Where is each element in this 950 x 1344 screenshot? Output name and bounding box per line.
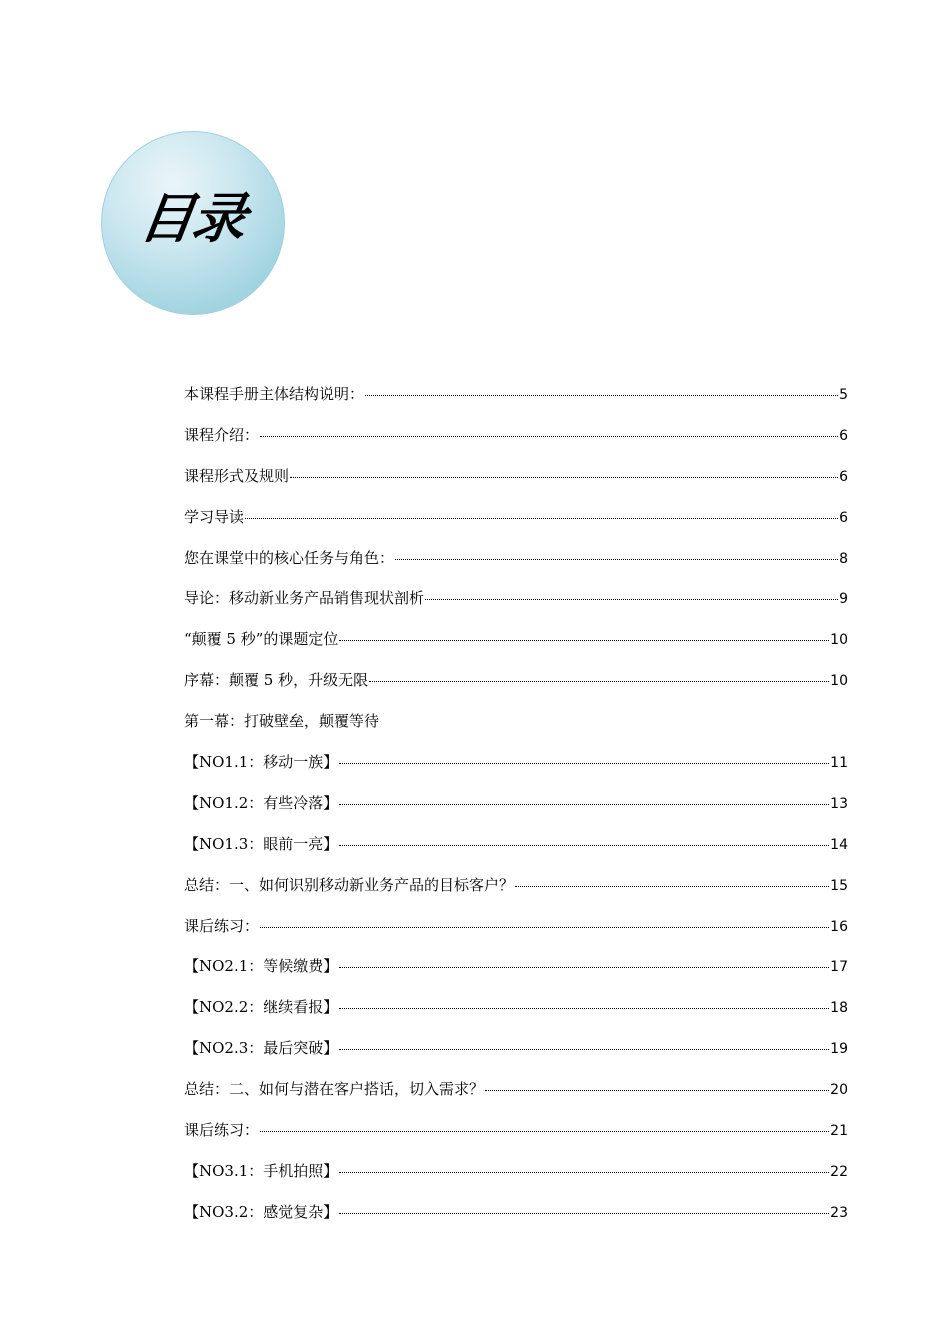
toc-entry-page-number: 5: [839, 387, 848, 403]
toc-entry[interactable]: [184, 1201, 848, 1242]
toc-dot-leader: [339, 1172, 829, 1173]
toc-entry[interactable]: [184, 955, 848, 996]
toc-entry-page-number: 13: [830, 795, 848, 812]
toc-entry-page-number: 16: [830, 918, 848, 935]
toc-dot-leader: [339, 1049, 829, 1050]
toc-entry[interactable]: [184, 915, 848, 956]
toc-entry-label: “颠覆 5 秒”的课题定位: [184, 630, 339, 649]
toc-entry[interactable]: [184, 996, 848, 1037]
toc-entry-page-number: 11: [830, 755, 848, 772]
toc-entry-label: 序幕：颠覆 5 秒，升级无限: [184, 671, 369, 690]
toc-entry-page-number: 18: [830, 1000, 848, 1017]
toc-entry-label: 【NO3.2：感觉复杂】: [184, 1202, 339, 1221]
toc-entry-label: 课后练习：: [184, 1121, 260, 1140]
table-of-contents: [184, 383, 848, 1242]
toc-entry-page-number: 6: [839, 509, 848, 526]
toc-dot-leader: [339, 845, 829, 846]
toc-entry[interactable]: [184, 506, 848, 547]
toc-dot-leader: [339, 967, 829, 968]
toc-dot-leader: [365, 395, 838, 396]
toc-entry[interactable]: [184, 383, 848, 424]
toc-entry[interactable]: [184, 751, 848, 792]
toc-dot-leader: [339, 763, 829, 764]
toc-entry[interactable]: [184, 669, 848, 710]
toc-entry-page-number: 21: [830, 1123, 848, 1140]
toc-dot-leader: [260, 436, 838, 437]
toc-entry[interactable]: [184, 628, 848, 669]
toc-entry-page-number: 9: [839, 591, 848, 608]
toc-dot-leader: [339, 640, 829, 641]
toc-entry[interactable]: [184, 1037, 848, 1078]
toc-dot-leader: [395, 559, 838, 560]
toc-entry-page-number: 14: [830, 836, 848, 853]
toc-entry-label: 课后练习：: [184, 916, 260, 935]
toc-entry-page-number: 20: [830, 1082, 848, 1099]
toc-dot-leader: [260, 927, 829, 928]
toc-entry[interactable]: [184, 710, 848, 751]
toc-entry-label: 课程形式及规则: [184, 466, 290, 485]
toc-entry[interactable]: [184, 424, 848, 465]
toc-entry-label: 总结：一、如何识别移动新业务产品的目标客户？: [184, 875, 515, 894]
toc-entry-page-number: 8: [839, 550, 848, 567]
toc-dot-leader: [485, 1090, 829, 1091]
toc-entry-label: 课程介绍：: [184, 425, 260, 444]
toc-dot-leader: [369, 681, 829, 682]
toc-dot-leader: [339, 804, 829, 805]
toc-entry[interactable]: [184, 874, 848, 915]
toc-entry[interactable]: [184, 792, 848, 833]
toc-dot-leader: [245, 518, 838, 519]
toc-entry-page-number: 22: [830, 1163, 848, 1180]
toc-entry-page-number: 10: [830, 673, 848, 690]
toc-dot-leader: [515, 886, 829, 887]
toc-entry-label: 【NO1.3：眼前一亮】: [184, 834, 339, 853]
toc-entry[interactable]: [184, 1078, 848, 1119]
toc-dot-leader: [290, 477, 838, 478]
toc-entry-label: 第一幕：打破壁垒，颠覆等待: [184, 712, 380, 731]
toc-entry-label: 学习导读: [184, 507, 245, 526]
toc-entry[interactable]: [184, 1119, 848, 1160]
toc-entry[interactable]: [184, 833, 848, 874]
toc-entry-page-number: 19: [830, 1041, 848, 1058]
toc-entry-page-number: 15: [830, 877, 848, 894]
toc-entry-label: 【NO3.1：手机拍照】: [184, 1161, 339, 1180]
toc-dot-leader: [425, 599, 838, 600]
toc-entry[interactable]: [184, 587, 848, 628]
toc-entry-label: 导论：移动新业务产品销售现状剖析: [184, 589, 425, 608]
toc-dot-leader: [339, 1008, 829, 1009]
toc-entry-label: 【NO2.1：等候缴费】: [184, 957, 339, 976]
toc-entry-label: 本课程手册主体结构说明：: [184, 385, 365, 403]
toc-dot-leader: [339, 1213, 829, 1214]
toc-entry-label: 【NO1.2：有些冷落】: [184, 793, 339, 812]
toc-entry-label: 您在课堂中的核心任务与角色：: [184, 548, 395, 567]
toc-entry-label: 总结：二、如何与潜在客户搭话，切入需求？: [184, 1080, 485, 1099]
page-title: 目录: [135, 187, 249, 250]
toc-entry-label: 【NO1.1：移动一族】: [184, 753, 339, 772]
toc-entry-page-number: 6: [839, 468, 848, 485]
toc-entry-label: 【NO2.3：最后突破】: [184, 1039, 339, 1058]
toc-entry-page-number: 6: [839, 427, 848, 444]
toc-entry-page-number: 17: [830, 959, 848, 976]
toc-entry-page-number: 10: [830, 632, 848, 649]
toc-entry[interactable]: [184, 547, 848, 588]
toc-entry[interactable]: [184, 465, 848, 506]
toc-entry-label: 【NO2.2：继续看报】: [184, 998, 339, 1017]
toc-dot-leader: [260, 1131, 829, 1132]
toc-entry[interactable]: [184, 1160, 848, 1201]
toc-entry-page-number: 23: [830, 1204, 848, 1221]
